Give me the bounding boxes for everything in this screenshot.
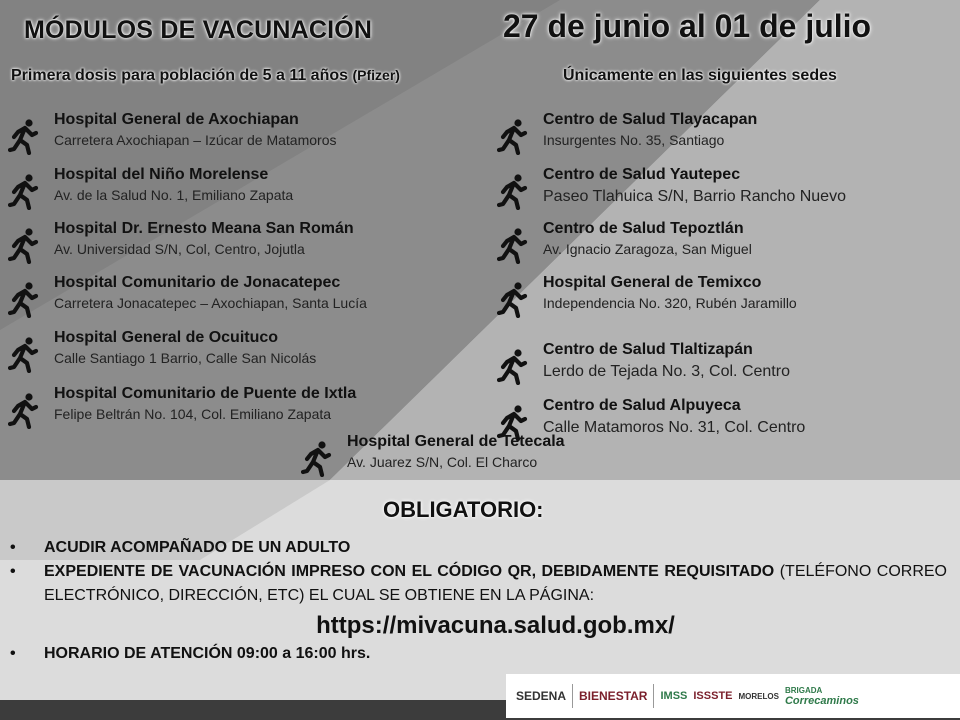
- imss-logo: IMSS: [660, 690, 688, 702]
- subtitle-left: [11, 67, 400, 85]
- site-name: Hospital General de Ocuituco: [54, 329, 279, 346]
- walking-person-icon: [8, 228, 40, 264]
- vaccine-url[interactable]: https://mivacuna.salud.gob.mx/: [316, 612, 675, 639]
- bullet-glyph: •: [10, 539, 16, 556]
- walking-person-icon: [497, 282, 529, 318]
- subtitle-right: Únicamente en las siguientes sedes: [563, 67, 837, 84]
- brigada-logo: [785, 686, 859, 706]
- site-address: Av. Ignacio Zaragoza, San Miguel: [543, 241, 752, 257]
- site-address: Av. de la Salud No. 1, Emiliano Zapata: [54, 187, 294, 203]
- subtitle-left-note: (Pfizer): [352, 67, 400, 83]
- site-address: Insurgentes No. 35, Santiago: [543, 132, 725, 148]
- site-address: Av. Juarez S/N, Col. El Charco: [347, 454, 538, 470]
- walking-person-icon: [8, 337, 40, 373]
- walking-person-icon: [8, 119, 40, 155]
- site-address: Carretera Jonacatepec – Axochiapan, Santa Lucía: [54, 295, 367, 311]
- sedena-logo: SEDENA: [516, 689, 567, 703]
- site-name: Hospital Dr. Ernesto Meana San Román: [54, 220, 354, 237]
- site-address: Carretera Axochiapan – Izúcar de Matamoros: [54, 132, 337, 148]
- divider: [572, 684, 573, 708]
- requirement-record: [10, 560, 947, 608]
- requirement-text: ACUDIR ACOMPAÑADO DE UN ADULTO: [44, 539, 351, 556]
- logo-strip: [506, 674, 960, 718]
- url-line: [10, 612, 947, 640]
- site-address: Felipe Beltrán No. 104, Col. Emiliano Zapata: [54, 406, 332, 422]
- site-name: Hospital General de Temixco: [543, 274, 762, 291]
- morelos-logo: MORELOS: [738, 691, 779, 701]
- requirements-list: [10, 536, 947, 666]
- date-range: 27 de junio al 01 de julio: [503, 8, 872, 44]
- walking-person-icon: [8, 393, 40, 429]
- bullet-glyph: •: [10, 563, 16, 580]
- walking-person-icon: [497, 174, 529, 210]
- walking-person-icon: [497, 349, 529, 385]
- requirement-text-bold: EXPEDIENTE DE VACUNACIÓN IMPRESO CON EL CÓDIGO QR, DEBIDAMENTE REQUISITADO: [44, 563, 775, 580]
- page-title: MÓDULOS DE VACUNACIÓN: [24, 16, 373, 44]
- walking-person-icon: [8, 282, 40, 318]
- requirement-text-detail: (TELÉFONO CORREO ELECTRÓNICO, DIRECCIÓN, ETC) EL CUAL SE OBTIENE EN LA PÁGINA:: [44, 563, 947, 604]
- site-address: Calle Santiago 1 Barrio, Calle San Nicolás: [54, 350, 317, 366]
- brigada-text: BRIGADA: [784, 686, 823, 695]
- site-address: Paseo Tlahuica S/N, Barrio Rancho Nuevo: [543, 188, 846, 205]
- site-name: Centro de Salud Tepoztlán: [543, 220, 744, 237]
- requirements-heading: OBLIGATORIO:: [383, 497, 544, 522]
- walking-person-icon: [497, 228, 529, 264]
- site-address: Av. Universidad S/N, Col, Centro, Jojutla: [54, 241, 305, 257]
- site-name: Centro de Salud Alpuyeca: [543, 397, 741, 414]
- issste-logo: ISSSTE: [693, 690, 733, 702]
- walking-person-icon: [497, 119, 529, 155]
- site-name: Hospital del Niño Morelense: [54, 166, 269, 183]
- bullet-glyph: •: [10, 645, 16, 662]
- bienestar-logo: BIENESTAR: [579, 689, 648, 703]
- correcaminos-text: Correcaminos: [784, 695, 859, 707]
- walking-person-icon: [8, 174, 40, 210]
- site-name: Hospital Comunitario de Jonacatepec: [54, 274, 341, 291]
- subtitle-left-text: Primera dosis para población de 5 a 11 años: [11, 67, 349, 84]
- divider: [653, 684, 654, 708]
- requirement-companion: [10, 536, 947, 560]
- site-name: Hospital General de Axochiapan: [54, 111, 299, 128]
- site-address: Independencia No. 320, Rubén Jaramillo: [543, 295, 797, 311]
- site-name: Centro de Salud Tlaltizapán: [543, 341, 753, 358]
- site-name: Hospital General de Tetecala: [347, 433, 565, 450]
- requirement-hours: [10, 642, 947, 666]
- walking-person-icon: [301, 441, 333, 477]
- site-name: Centro de Salud Tlayacapan: [543, 111, 758, 128]
- site-name: Hospital Comunitario de Puente de Ixtla: [54, 385, 357, 402]
- site-address: Calle Matamoros No. 31, Col. Centro: [543, 419, 806, 436]
- requirement-text: HORARIO DE ATENCIÓN 09:00 a 16:00 hrs.: [44, 645, 371, 662]
- site-name: Centro de Salud Yautepec: [543, 166, 741, 183]
- site-address: Lerdo de Tejada No. 3, Col. Centro: [543, 363, 790, 380]
